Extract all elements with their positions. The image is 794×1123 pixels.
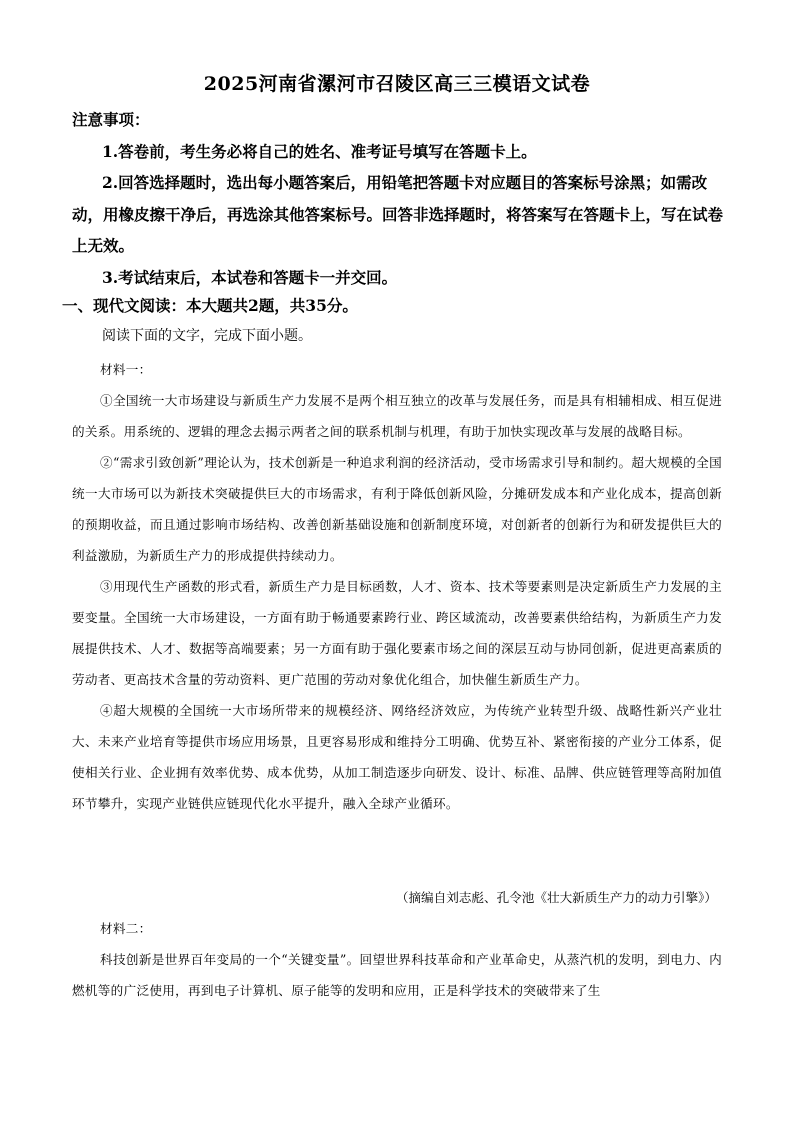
material-one-paragraph-4: ④超大规模的全国统一大市场所带来的规模经济、网络经济效应，为传统产业转型升级、战略性新兴产业壮大、未来产业培育等提供市场应用场景，且更容易形成和维持分工明确、优势互补、紧密衔接的产业分工体系，促使相关行业、企业拥有效率优势、成本优势，从加工制造逐步向研发、设计、标准、品牌、供应链管理等高附加值环节攀升，实现产业链供应链现代化水平提升，融入全球产业循环。 [72,703,722,811]
material-one [72,354,722,819]
notice-item-1: 1.答卷前，考生务必将自己的姓名、准考证号填写在答题卡上。 [102,141,537,161]
notice-heading: 注意事项： [72,110,150,129]
notice-item-2: 2.回答选择题时，选出每小题答案后，用铅笔把答题卡对应题目的答案标号涂黑；如需改动，用橡皮擦干净后，再选涂其他答案标号。回答非选择题时，将答案写在答题卡上，写在试卷上无效。 [72,173,724,255]
material-one-paragraph-2: ②“需求引致创新”理论认为，技术创新是一种追求利润的经济活动，受市场需求引导和制约。超大规模的全国统一大市场可以为新技术突破提供巨大的市场需求，有利于降低创新风险，分摊研发成本和产业化成本，提高创新的预期收益，而且通过影响市场结构、改善创新基础设施和创新制度环境，对创新者的创新行为和研发提供巨大的利益激励，为新质生产力的形成提供持续动力。 [72,455,722,563]
material-one-label: 材料一： [100,362,152,377]
notice-block [72,104,724,293]
material-two-label: 材料二： [100,921,152,936]
reading-instruction: 阅读下面的文字，完成下面小题。 [102,328,312,344]
material-one-paragraph-1: ①全国统一大市场建设与新质生产力发展不是两个相互独立的改革与发展任务，而是具有相辅相成、相互促进的关系。用系统的、逻辑的理念去揭示两者之间的联系机制与机理，有助于加快实现改革与发展的战略目标。 [72,393,722,439]
material-one-paragraph-3: ③用现代生产函数的形式看，新质生产力是目标函数，人才、资本、技术等要素则是决定新质生产力发展的主要变量。全国统一大市场建设，一方面有助于畅通要素跨行业、跨区域流动，改善要素供给结构，为新质生产力发展提供技术、人才、数据等高端要素；另一方面有助于强化要素市场之间的深层互动与协同创新，促进更高素质的劳动者、更高技术含量的劳动资料、更广范围的劳动对象优化组合，加快催生新质生产力。 [72,579,722,687]
material-two-paragraph-1: 科技创新是世界百年变局的一个“关键变量”。回望世界科技革命和产业革命史，从蒸汽机的发明，到电力、内燃机等的广泛使用，再到电子计算机、原子能等的发明和应用，正是科学技术的突破带来了生 [72,952,722,998]
notice-item-3: 3.考试结束后，本试卷和答题卡一并交回。 [102,267,398,287]
page-title: 2025河南省漯河市召陵区高三三模语文试卷 [203,73,591,95]
section-heading: 一、现代文阅读：本大题共2题，共35分。 [62,296,358,315]
material-two [72,913,722,1006]
material-one-source: （摘编自刘志彪、孔令池《壮大新质生产力的动力引擎》） [395,890,717,905]
